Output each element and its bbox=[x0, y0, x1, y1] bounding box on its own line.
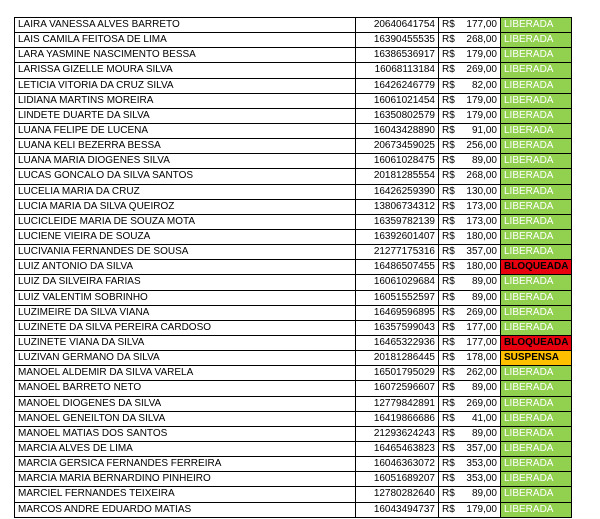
table-row bbox=[15, 457, 572, 472]
status-badge: LIBERADA bbox=[501, 245, 572, 260]
currency-cell: R$ bbox=[439, 245, 462, 260]
currency-cell: R$ bbox=[439, 108, 462, 123]
name-cell: LIDIANA MARTINS MOREIRA bbox=[15, 93, 356, 108]
id-cell: 21293624243 bbox=[356, 426, 439, 441]
value-cell: 177,00 bbox=[461, 335, 501, 350]
currency-cell: R$ bbox=[439, 169, 462, 184]
value-cell: 177,00 bbox=[461, 18, 501, 33]
id-cell: 20181285554 bbox=[356, 169, 439, 184]
currency-cell: R$ bbox=[439, 18, 462, 33]
currency-cell: R$ bbox=[439, 335, 462, 350]
id-cell: 16061028475 bbox=[356, 154, 439, 169]
name-cell: LUCAS GONCALO DA SILVA SANTOS bbox=[15, 169, 356, 184]
id-cell: 16426259390 bbox=[356, 184, 439, 199]
currency-cell: R$ bbox=[439, 214, 462, 229]
status-badge: LIBERADA bbox=[501, 381, 572, 396]
name-cell: LUZIVAN GERMANO DA SILVA bbox=[15, 351, 356, 366]
id-cell: 16426246779 bbox=[356, 78, 439, 93]
table-row bbox=[15, 48, 572, 63]
status-badge: LIBERADA bbox=[501, 396, 572, 411]
id-cell: 13806734312 bbox=[356, 199, 439, 214]
status-badge: LIBERADA bbox=[501, 229, 572, 244]
table-row bbox=[15, 63, 572, 78]
value-cell: 357,00 bbox=[461, 245, 501, 260]
value-cell: 89,00 bbox=[461, 290, 501, 305]
table-row bbox=[15, 305, 572, 320]
currency-cell: R$ bbox=[439, 396, 462, 411]
id-cell: 16061021454 bbox=[356, 93, 439, 108]
table-row bbox=[15, 78, 572, 93]
currency-cell: R$ bbox=[439, 139, 462, 154]
name-cell: MARCOS ANDRE EDUARDO MATIAS bbox=[15, 502, 356, 517]
currency-cell: R$ bbox=[439, 33, 462, 48]
value-cell: 180,00 bbox=[461, 260, 501, 275]
id-cell: 16068113184 bbox=[356, 63, 439, 78]
table-row bbox=[15, 139, 572, 154]
status-badge: LIBERADA bbox=[501, 305, 572, 320]
value-cell: 173,00 bbox=[461, 214, 501, 229]
currency-cell: R$ bbox=[439, 123, 462, 138]
value-cell: 269,00 bbox=[461, 396, 501, 411]
table-body bbox=[15, 18, 572, 518]
table-row bbox=[15, 411, 572, 426]
name-cell: LARA YASMINE NASCIMENTO BESSA bbox=[15, 48, 356, 63]
id-cell: 16357599043 bbox=[356, 320, 439, 335]
status-badge: LIBERADA bbox=[501, 290, 572, 305]
currency-cell: R$ bbox=[439, 381, 462, 396]
table-row bbox=[15, 366, 572, 381]
table-row bbox=[15, 18, 572, 33]
table-row bbox=[15, 245, 572, 260]
id-cell: 21277175316 bbox=[356, 245, 439, 260]
currency-cell: R$ bbox=[439, 275, 462, 290]
id-cell: 20673459025 bbox=[356, 139, 439, 154]
table-row bbox=[15, 275, 572, 290]
table-row bbox=[15, 381, 572, 396]
currency-cell: R$ bbox=[439, 229, 462, 244]
payment-table bbox=[14, 17, 572, 518]
table-row bbox=[15, 290, 572, 305]
id-cell: 16465322936 bbox=[356, 335, 439, 350]
value-cell: 130,00 bbox=[461, 184, 501, 199]
name-cell: LUZINETE VIANA DA SILVA bbox=[15, 335, 356, 350]
status-badge: SUSPENSA bbox=[501, 351, 572, 366]
table-row bbox=[15, 214, 572, 229]
currency-cell: R$ bbox=[439, 320, 462, 335]
table-row bbox=[15, 487, 572, 502]
table-row bbox=[15, 184, 572, 199]
currency-cell: R$ bbox=[439, 184, 462, 199]
value-cell: 179,00 bbox=[461, 502, 501, 517]
status-badge: LIBERADA bbox=[501, 411, 572, 426]
status-badge: LIBERADA bbox=[501, 441, 572, 456]
status-badge: LIBERADA bbox=[501, 275, 572, 290]
status-badge: LIBERADA bbox=[501, 502, 572, 517]
id-cell: 12780282640 bbox=[356, 487, 439, 502]
table-row bbox=[15, 351, 572, 366]
value-cell: 262,00 bbox=[461, 366, 501, 381]
value-cell: 91,00 bbox=[461, 123, 501, 138]
status-badge: LIBERADA bbox=[501, 139, 572, 154]
value-cell: 268,00 bbox=[461, 33, 501, 48]
table-row bbox=[15, 229, 572, 244]
status-badge: LIBERADA bbox=[501, 93, 572, 108]
status-badge: LIBERADA bbox=[501, 214, 572, 229]
value-cell: 177,00 bbox=[461, 320, 501, 335]
currency-cell: R$ bbox=[439, 48, 462, 63]
name-cell: LUIZ DA SILVEIRA FARIAS bbox=[15, 275, 356, 290]
id-cell: 16465463823 bbox=[356, 441, 439, 456]
currency-cell: R$ bbox=[439, 426, 462, 441]
value-cell: 82,00 bbox=[461, 78, 501, 93]
value-cell: 173,00 bbox=[461, 199, 501, 214]
value-cell: 179,00 bbox=[461, 93, 501, 108]
status-badge: LIBERADA bbox=[501, 78, 572, 93]
name-cell: LUCELIA MARIA DA CRUZ bbox=[15, 184, 356, 199]
status-badge: BLOQUEADA bbox=[501, 260, 572, 275]
status-badge: LIBERADA bbox=[501, 123, 572, 138]
currency-cell: R$ bbox=[439, 441, 462, 456]
name-cell: MANOEL DIOGENES DA SILVA bbox=[15, 396, 356, 411]
id-cell: 16046363072 bbox=[356, 457, 439, 472]
name-cell: MARCIA MARIA BERNARDINO PINHEIRO bbox=[15, 472, 356, 487]
value-cell: 89,00 bbox=[461, 426, 501, 441]
value-cell: 353,00 bbox=[461, 457, 501, 472]
name-cell: LARISSA GIZELLE MOURA SILVA bbox=[15, 63, 356, 78]
name-cell: MANOEL GENEILTON DA SILVA bbox=[15, 411, 356, 426]
status-badge: LIBERADA bbox=[501, 48, 572, 63]
name-cell: MANOEL BARRETO NETO bbox=[15, 381, 356, 396]
id-cell: 16386536917 bbox=[356, 48, 439, 63]
name-cell: MARCIA GERSICA FERNANDES FERREIRA bbox=[15, 457, 356, 472]
name-cell: LUIZ VALENTIM SOBRINHO bbox=[15, 290, 356, 305]
table-row bbox=[15, 426, 572, 441]
currency-cell: R$ bbox=[439, 93, 462, 108]
currency-cell: R$ bbox=[439, 290, 462, 305]
value-cell: 269,00 bbox=[461, 305, 501, 320]
id-cell: 16501795029 bbox=[356, 366, 439, 381]
status-badge: LIBERADA bbox=[501, 320, 572, 335]
value-cell: 89,00 bbox=[461, 487, 501, 502]
currency-cell: R$ bbox=[439, 260, 462, 275]
id-cell: 16359782139 bbox=[356, 214, 439, 229]
currency-cell: R$ bbox=[439, 199, 462, 214]
status-badge: LIBERADA bbox=[501, 169, 572, 184]
id-cell: 20640641754 bbox=[356, 18, 439, 33]
currency-cell: R$ bbox=[439, 411, 462, 426]
id-cell: 16061029684 bbox=[356, 275, 439, 290]
id-cell: 20181286445 bbox=[356, 351, 439, 366]
id-cell: 16419866686 bbox=[356, 411, 439, 426]
id-cell: 16043428890 bbox=[356, 123, 439, 138]
id-cell: 12779842891 bbox=[356, 396, 439, 411]
table-row bbox=[15, 396, 572, 411]
status-badge: BLOQUEADA bbox=[501, 335, 572, 350]
currency-cell: R$ bbox=[439, 487, 462, 502]
name-cell: LUCICLEIDE MARIA DE SOUZA MOTA bbox=[15, 214, 356, 229]
currency-cell: R$ bbox=[439, 63, 462, 78]
status-badge: LIBERADA bbox=[501, 199, 572, 214]
id-cell: 16469596895 bbox=[356, 305, 439, 320]
table-row bbox=[15, 441, 572, 456]
value-cell: 41,00 bbox=[461, 411, 501, 426]
status-badge: LIBERADA bbox=[501, 426, 572, 441]
table-row bbox=[15, 199, 572, 214]
id-cell: 16051689207 bbox=[356, 472, 439, 487]
table-row bbox=[15, 502, 572, 517]
name-cell: MARCIA ALVES DE LIMA bbox=[15, 441, 356, 456]
name-cell: LINDETE DUARTE DA SILVA bbox=[15, 108, 356, 123]
name-cell: LAIRA VANESSA ALVES BARRETO bbox=[15, 18, 356, 33]
name-cell: MANOEL ALDEMIR DA SILVA VARELA bbox=[15, 366, 356, 381]
currency-cell: R$ bbox=[439, 502, 462, 517]
status-badge: LIBERADA bbox=[501, 487, 572, 502]
id-cell: 16350802579 bbox=[356, 108, 439, 123]
status-badge: LIBERADA bbox=[501, 184, 572, 199]
status-badge: LIBERADA bbox=[501, 33, 572, 48]
currency-cell: R$ bbox=[439, 154, 462, 169]
name-cell: LUIZ ANTONIO DA SILVA bbox=[15, 260, 356, 275]
name-cell: LUANA KELI BEZERRA BESSA bbox=[15, 139, 356, 154]
status-badge: LIBERADA bbox=[501, 472, 572, 487]
table-row bbox=[15, 33, 572, 48]
status-badge: LIBERADA bbox=[501, 108, 572, 123]
id-cell: 16390455535 bbox=[356, 33, 439, 48]
status-badge: LIBERADA bbox=[501, 154, 572, 169]
value-cell: 89,00 bbox=[461, 154, 501, 169]
status-badge: LIBERADA bbox=[501, 63, 572, 78]
table-row bbox=[15, 108, 572, 123]
status-badge: LIBERADA bbox=[501, 457, 572, 472]
currency-cell: R$ bbox=[439, 351, 462, 366]
name-cell: LUANA FELIPE DE LUCENA bbox=[15, 123, 356, 138]
table-row bbox=[15, 154, 572, 169]
value-cell: 178,00 bbox=[461, 351, 501, 366]
name-cell: LUANA MARIA DIOGENES SILVA bbox=[15, 154, 356, 169]
table-row bbox=[15, 335, 572, 350]
id-cell: 16486507455 bbox=[356, 260, 439, 275]
table-row bbox=[15, 472, 572, 487]
currency-cell: R$ bbox=[439, 366, 462, 381]
value-cell: 179,00 bbox=[461, 48, 501, 63]
id-cell: 16043494737 bbox=[356, 502, 439, 517]
value-cell: 269,00 bbox=[461, 63, 501, 78]
id-cell: 16072596607 bbox=[356, 381, 439, 396]
name-cell: MANOEL MATIAS DOS SANTOS bbox=[15, 426, 356, 441]
status-badge: LIBERADA bbox=[501, 18, 572, 33]
value-cell: 180,00 bbox=[461, 229, 501, 244]
name-cell: MARCIEL FERNANDES TEIXEIRA bbox=[15, 487, 356, 502]
value-cell: 179,00 bbox=[461, 108, 501, 123]
table-row bbox=[15, 169, 572, 184]
currency-cell: R$ bbox=[439, 457, 462, 472]
value-cell: 268,00 bbox=[461, 169, 501, 184]
table-row bbox=[15, 123, 572, 138]
table-row bbox=[15, 320, 572, 335]
value-cell: 89,00 bbox=[461, 275, 501, 290]
name-cell: LAIS CAMILA FEITOSA DE LIMA bbox=[15, 33, 356, 48]
value-cell: 353,00 bbox=[461, 472, 501, 487]
id-cell: 16392601407 bbox=[356, 229, 439, 244]
currency-cell: R$ bbox=[439, 305, 462, 320]
name-cell: LUZIMEIRE DA SILVA VIANA bbox=[15, 305, 356, 320]
id-cell: 16051552597 bbox=[356, 290, 439, 305]
value-cell: 357,00 bbox=[461, 441, 501, 456]
name-cell: LUZINETE DA SILVA PEREIRA CARDOSO bbox=[15, 320, 356, 335]
value-cell: 89,00 bbox=[461, 381, 501, 396]
name-cell: LUCIVANIA FERNANDES DE SOUSA bbox=[15, 245, 356, 260]
currency-cell: R$ bbox=[439, 472, 462, 487]
name-cell: LETICIA VITORIA DA CRUZ SILVA bbox=[15, 78, 356, 93]
currency-cell: R$ bbox=[439, 78, 462, 93]
status-badge: LIBERADA bbox=[501, 366, 572, 381]
table-row bbox=[15, 93, 572, 108]
name-cell: LUCIENE VIEIRA DE SOUZA bbox=[15, 229, 356, 244]
value-cell: 256,00 bbox=[461, 139, 501, 154]
table-row bbox=[15, 260, 572, 275]
name-cell: LUCIA MARIA DA SILVA QUEIROZ bbox=[15, 199, 356, 214]
